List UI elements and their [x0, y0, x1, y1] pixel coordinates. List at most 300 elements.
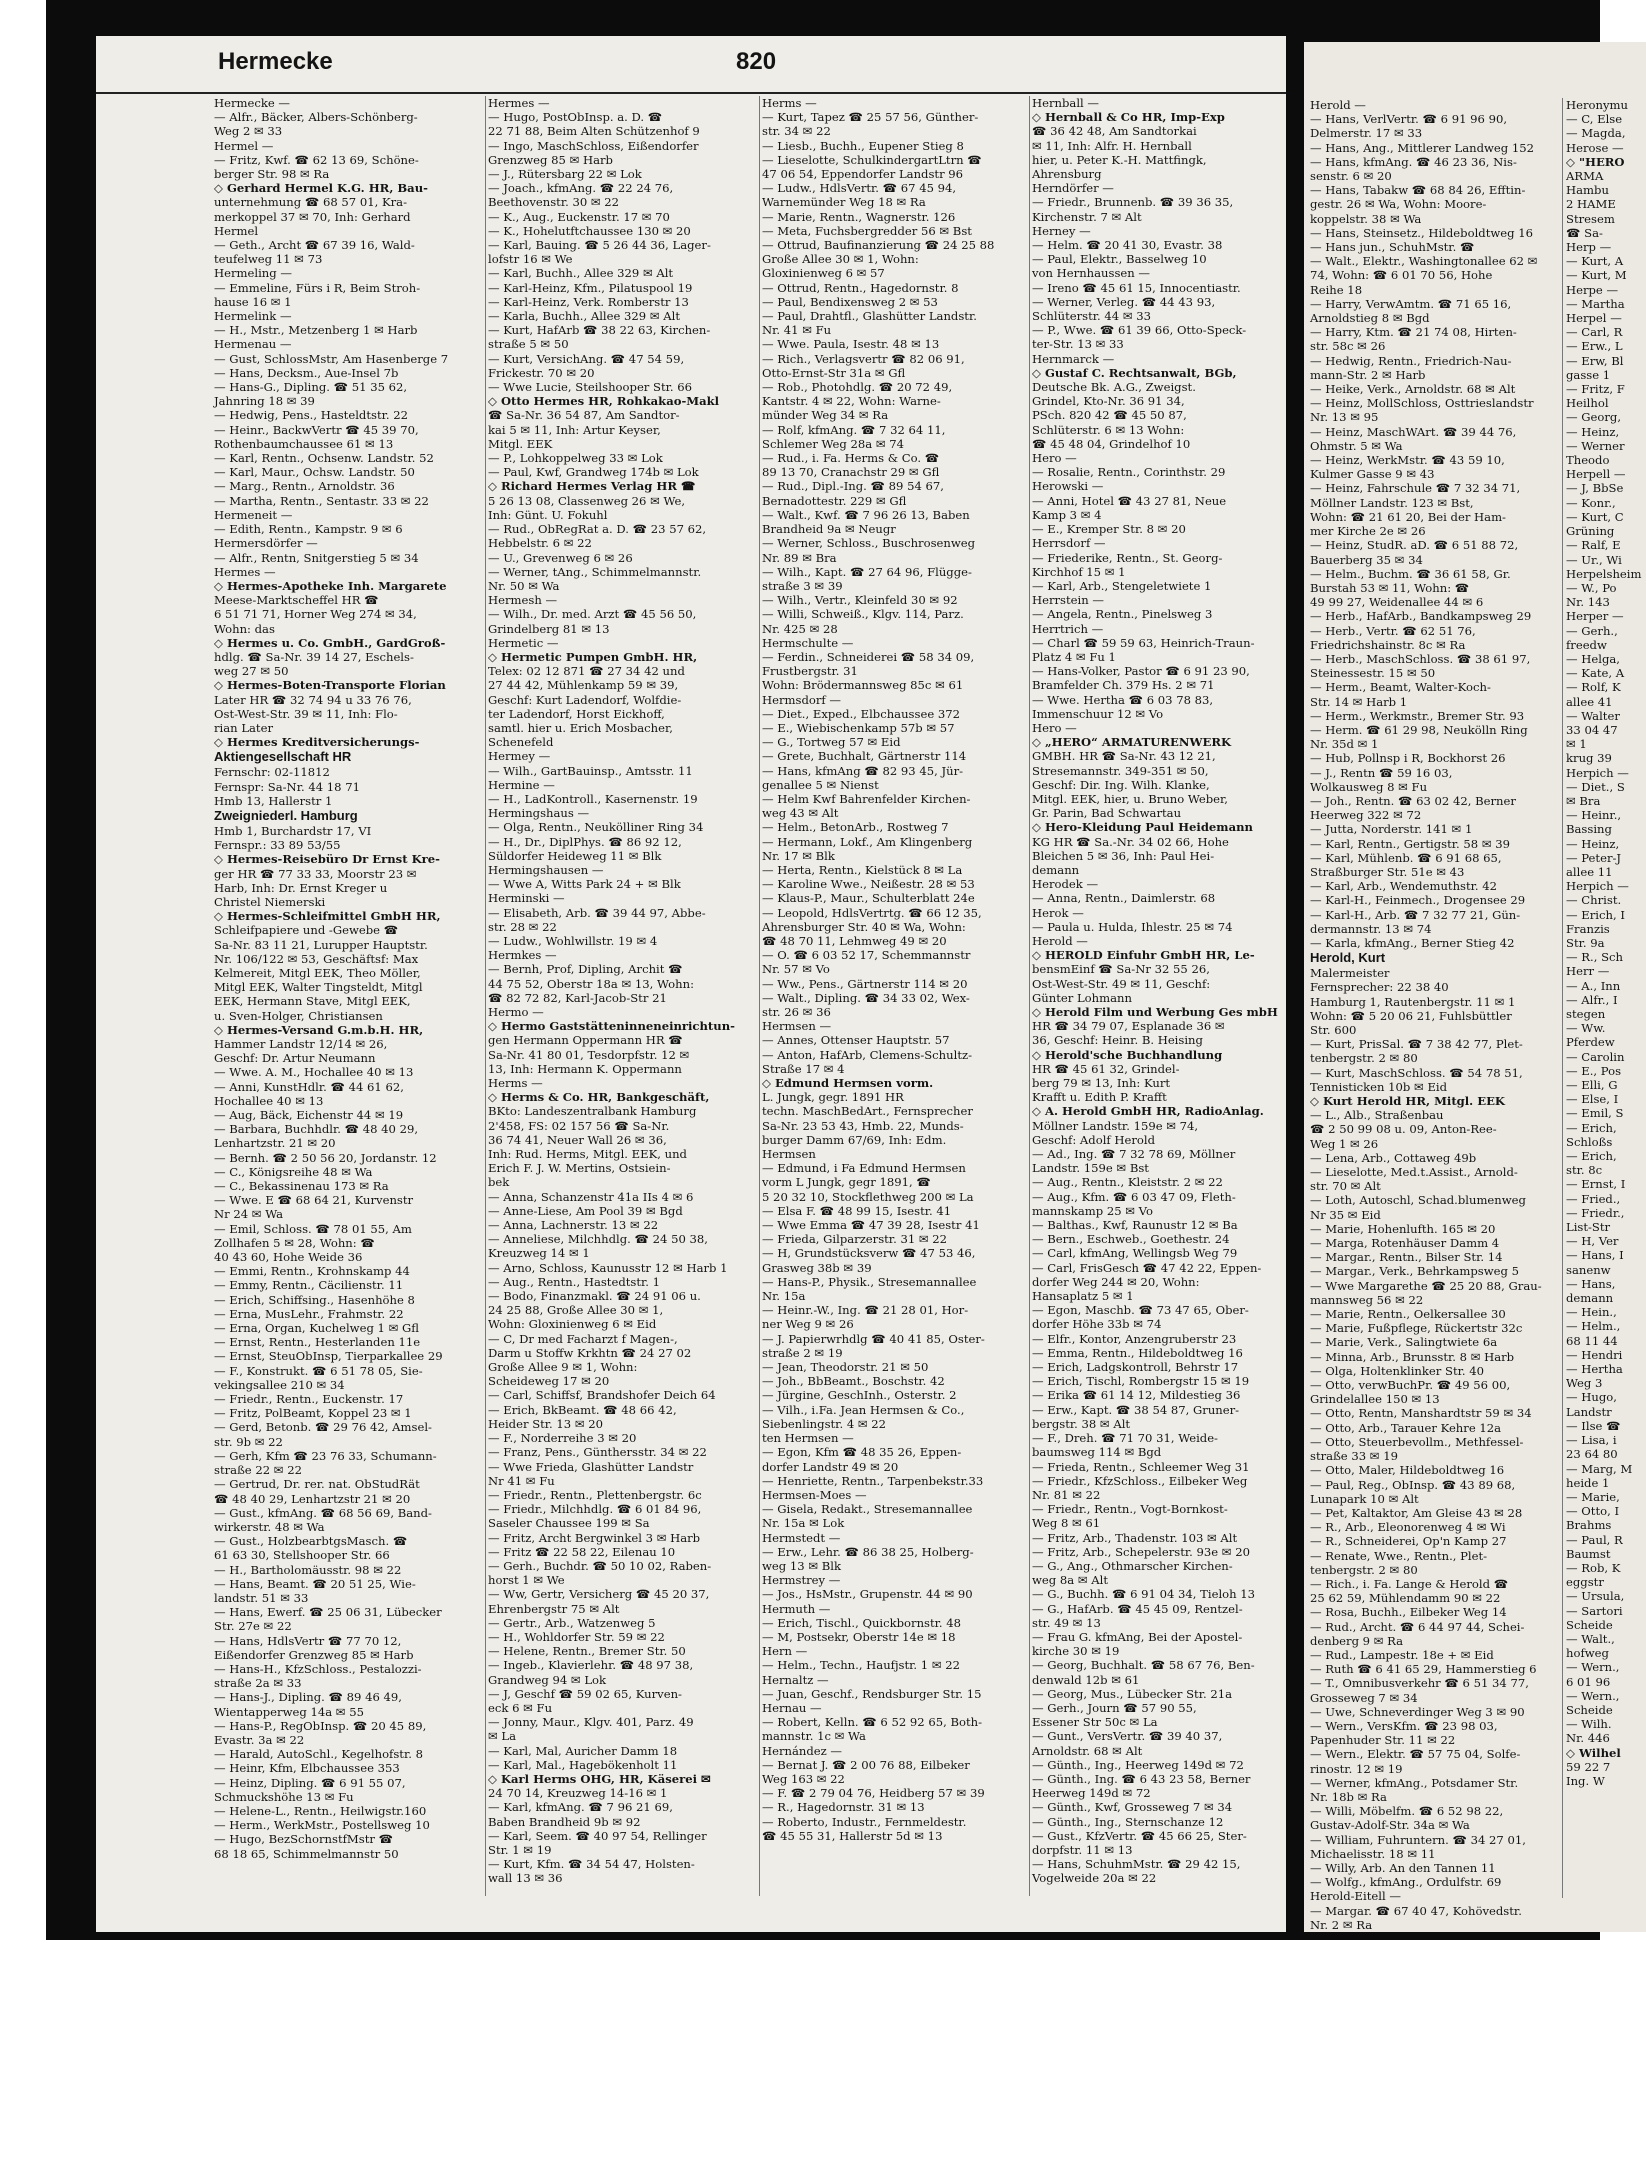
directory-entry-line: — Hendri: [1566, 1347, 1623, 1362]
directory-entry-line: horst 1 ✉ We: [488, 1573, 565, 1588]
directory-entry-line: — M, Postsekr, Oberstr 14e ✉ 18: [762, 1629, 956, 1644]
directory-entry-line: Kirchhof 15 ✉ 1: [1032, 564, 1126, 579]
directory-entry-line: Weg 8 ✉ 61: [1032, 1516, 1101, 1531]
directory-entry-line: — Hans, Beamt. ☎ 20 51 25, Wie-: [214, 1576, 416, 1591]
directory-entry-line: — Anna, Lachnerstr. 13 ✉ 22: [488, 1218, 659, 1233]
directory-entry-line: Schleifpapiere und -Gewebe ☎: [214, 923, 399, 938]
directory-entry-line: Kreuzweg 14 ✉ 1: [488, 1246, 590, 1261]
directory-entry-line: — Gust., KfzVertr. ☎ 45 66 25, Ster-: [1032, 1828, 1247, 1843]
directory-entry-line: — Hans jun., SchuhMstr. ☎: [1310, 240, 1475, 255]
directory-entry-line: — Emmeline, Fürs i R, Beim Stroh-: [214, 280, 421, 295]
directory-entry-line: — Emil, Schloss. ☎ 78 01 55, Am: [214, 1221, 412, 1236]
directory-entry-line: — Otto, verwBuchPr. ☎ 49 56 00,: [1310, 1378, 1511, 1393]
directory-entry-line: Hermecke —: [214, 96, 291, 110]
directory-entry-line: Herold —: [1310, 98, 1366, 112]
directory-entry-line: ☎ Sa-: [1566, 225, 1603, 240]
directory-entry-line: 5 20 32 10, Stockflethweg 200 ✉ La: [762, 1189, 974, 1204]
directory-entry-line: — Werner, Verleg. ☎ 44 43 93,: [1032, 294, 1216, 309]
directory-entry-line: — Wern.,: [1566, 1688, 1620, 1703]
directory-entry-line: Nr. 57 ✉ Vo: [762, 962, 830, 977]
directory-entry-line: — Ilse ☎: [1566, 1418, 1621, 1433]
directory-entry-line: ☎ 48 70 11, Lehmweg 49 ✉ 20: [762, 933, 947, 948]
directory-entry-line: — Friedr., Rentn., Euckenstr. 17: [214, 1392, 404, 1407]
directory-entry-line: — Margar. ☎ 67 40 47, Kohövedstr.: [1310, 1903, 1522, 1918]
directory-entry-line: straße 2 ✉ 19: [762, 1345, 843, 1360]
directory-entry-line: Nr. 89 ✉ Bra: [762, 550, 837, 565]
directory-entry-line: — Renate, Wwe., Rentn., Plet-: [1310, 1548, 1488, 1563]
directory-entry-line: Str. 1 ✉ 19: [488, 1842, 552, 1857]
directory-entry-line: ✉ 11, Inh: Alfr. H. Hernball: [1032, 138, 1192, 153]
directory-entry-line: — K., Aug., Euckenstr. 17 ✉ 70: [488, 209, 670, 224]
directory-entry-line: Nr. 106/122 ✉ 53, Geschäftsf: Max: [214, 951, 419, 966]
directory-entry-line: Weg 3: [1566, 1376, 1603, 1391]
directory-entry-line: — Ur., Wi: [1566, 552, 1622, 567]
directory-entry-line: — Franz, Pens., Günthersstr. 34 ✉ 22: [488, 1445, 707, 1460]
directory-entry-line: mann-Str. 2 ✉ Harb: [1310, 367, 1426, 382]
column-divider: [485, 96, 486, 1896]
directory-entry-line: Hern —: [762, 1644, 808, 1659]
directory-entry-line: — P., Lohkoppelweg 33 ✉ Lok: [488, 451, 663, 466]
directory-entry-line: Vogelweide 20a ✉ 22: [1032, 1871, 1157, 1886]
directory-entry-line: kai 5 ✉ 11, Inh: Artur Keyser,: [488, 422, 661, 437]
directory-entry-line: Hermel —: [214, 138, 274, 153]
directory-entry-line: ger HR ☎ 77 33 33, Moorstr 23 ✉: [214, 866, 417, 881]
directory-entry-line: Straßburger Str. 51e ✉ 43: [1310, 864, 1465, 879]
directory-entry-line: Große Allee 9 ✉ 1, Wohn:: [488, 1360, 638, 1375]
directory-entry-line: Hermes —: [214, 564, 276, 579]
directory-entry-line: techn. MaschBedArt., Fernsprecher: [762, 1104, 973, 1119]
directory-entry-line: — Otto, Rentn, Manshardtstr 59 ✉ 34: [1310, 1406, 1532, 1421]
directory-entry-line: — Gunt., VersVertr. ☎ 39 40 37,: [1032, 1729, 1223, 1744]
directory-entry-line: Evastr. 3a ✉ 22: [214, 1732, 305, 1747]
directory-entry-line: kirche 30 ✉ 19: [1032, 1644, 1120, 1659]
directory-entry-line: — Elisabeth, Arb. ☎ 39 44 97, Abbe-: [488, 905, 706, 920]
directory-entry-line: dorfer Höhe 33b ✉ 74: [1032, 1317, 1162, 1332]
directory-entry-line: — Diet., S: [1566, 779, 1625, 794]
directory-entry-line: ☎ 2 50 99 08 u. 09, Anton-Ree-: [1310, 1122, 1497, 1137]
directory-entry-line: ten Hermsen —: [762, 1431, 854, 1446]
directory-entry-line: — Rolf, K: [1566, 680, 1621, 695]
directory-entry-line: Nr. 18b ✉ Ra: [1310, 1789, 1387, 1804]
directory-entry-line: — Klaus-P., Maur., Schulterblatt 24e: [762, 891, 975, 906]
directory-entry-line: Hmb 13, Hallerstr 1: [214, 793, 333, 808]
directory-entry-line: mer Kirche 2e ✉ 26: [1310, 524, 1426, 539]
directory-entry-line: mannstr. 1c ✉ Wa: [762, 1729, 866, 1744]
directory-entry-line: — Rosa, Buchh., Eilbeker Weg 14: [1310, 1605, 1507, 1620]
directory-entry-line: rinostr. 12 ✉ 19: [1310, 1761, 1403, 1776]
directory-entry-line: — Walt.,: [1566, 1631, 1615, 1646]
directory-entry-line: — Fritz ☎ 22 58 22, Eilenau 10: [488, 1544, 676, 1559]
directory-entry-line: — F., Konstrukt. ☎ 6 51 78 05, Sie-: [214, 1363, 423, 1378]
directory-entry-line: — Gertr., Arb., Watzenweg 5: [488, 1615, 656, 1630]
directory-entry-line: — A., Inn: [1566, 978, 1621, 993]
directory-entry-line: — Paula u. Hulda, Ihlestr. 25 ✉ 74: [1032, 919, 1233, 934]
directory-entry-line: 6 01 96: [1566, 1674, 1611, 1689]
directory-entry-line: — Aug., Rentn., Kleiststr. 2 ✉ 22: [1032, 1175, 1223, 1190]
directory-entry-line: Hermsen —: [762, 1019, 832, 1034]
directory-entry-line: Platz 4 ✉ Fu 1: [1032, 649, 1116, 664]
directory-entry-line: — Erich, Tischl., Quickbornstr. 48: [762, 1615, 962, 1630]
directory-entry-line: Malermeister: [1310, 966, 1390, 981]
directory-entry-line: weg 27 ✉ 50: [214, 664, 289, 679]
directory-entry-line: — Wwe Margarethe ☎ 25 20 88, Grau-: [1310, 1278, 1542, 1293]
directory-entry-line: — Rud., ObRegRat a. D. ☎ 23 57 62,: [488, 522, 707, 537]
directory-entry-line: — Anneliese, Milchhdlg. ☎ 24 50 38,: [488, 1232, 708, 1247]
directory-entry-line: — Loth, Autoschl, Schad.blumenweg: [1310, 1193, 1526, 1208]
directory-entry-line: hdlg. ☎ Sa-Nr. 39 14 27, Eschels-: [214, 649, 414, 664]
directory-entry-line: — Wwe Frieda, Glashütter Landstr: [488, 1459, 694, 1474]
directory-entry-line: — Heinz, Dipling. ☎ 6 91 55 07,: [214, 1775, 406, 1790]
directory-entry-line: ◇ Hermo Gaststätteninneneinrichtun-: [488, 1019, 735, 1034]
directory-entry-line: Kamp 3 ✉ 4: [1032, 507, 1102, 522]
directory-entry-line: — J, Geschf ☎ 59 02 65, Kurven-: [488, 1686, 682, 1701]
directory-entry-line: — Frieda, Rentn., Schleemer Weg 31: [1032, 1459, 1250, 1474]
directory-entry-line: Hermuth —: [762, 1601, 831, 1616]
directory-entry-line: Grindel, Kto-Nr. 36 91 34,: [1032, 394, 1185, 409]
directory-entry-line: EEK, Hermann Stave, Mitgl EEK,: [214, 994, 411, 1009]
directory-entry-line: — Jonny, Maur., Klgv. 401, Parz. 49: [488, 1715, 694, 1730]
directory-entry-line: — Wwe. E ☎ 68 64 21, Kurvenstr: [214, 1193, 414, 1208]
directory-entry-line: — Henriette, Rentn., Tarpenbekstr.33: [762, 1473, 984, 1488]
directory-entry-line: — Rud., Dipl.-Ing. ☎ 89 54 67,: [762, 479, 944, 494]
directory-entry-line: str. 28 ✉ 22: [488, 919, 557, 934]
directory-entry-line: Heerweg 322 ✉ 72: [1310, 808, 1422, 823]
directory-entry-line: — Georg, Mus., Lübecker Str. 21a: [1032, 1686, 1233, 1701]
directory-entry-line: berg 79 ✉ 13, Inh: Kurt: [1032, 1076, 1171, 1091]
directory-entry-line: — Ingo, MaschSchloss, Eißendorfer: [488, 138, 699, 153]
directory-entry-line: — Walt., Kwf. ☎ 7 96 26 13, Baben: [762, 507, 970, 522]
directory-entry-line: — Erich, BkBeamt. ☎ 48 66 42,: [488, 1402, 677, 1417]
page-header: [96, 36, 1286, 94]
directory-entry-line: Heerweg 149d ✉ 72: [1032, 1786, 1151, 1801]
directory-entry-line: — Friedr., Milchhdlg. ☎ 6 01 84 96,: [488, 1502, 702, 1517]
directory-entry-line: Later HR ☎ 32 74 94 u 33 76 76,: [214, 692, 412, 707]
directory-entry-line: — R., Schneiderei, Op'n Kamp 27: [1310, 1534, 1507, 1549]
directory-entry-line: — Ottrud, Baufinanzierung ☎ 24 25 88: [762, 238, 995, 253]
directory-entry-line: ner Weg 9 ✉ 26: [762, 1317, 854, 1332]
directory-entry-line: — Gust., HolzbearbtgsMasch. ☎: [214, 1534, 408, 1549]
directory-entry-line: Hero —: [1032, 451, 1077, 466]
directory-entry-line: — Werner, Schloss., Buschrosenweg: [762, 536, 976, 551]
directory-entry-line: — Heinz, MollSchloss, Osttrieslandstr: [1310, 396, 1534, 411]
directory-entry-line: landstr. 51 ✉ 33: [214, 1590, 309, 1605]
directory-entry-line: — Herm. ☎ 61 29 98, Neukölln Ring: [1310, 722, 1528, 737]
directory-entry-line: Grandweg 94 ✉ Lok: [488, 1672, 607, 1687]
directory-entry-line: — Egon, Kfm ☎ 48 35 26, Eppen-: [762, 1445, 962, 1460]
directory-entry-line: Krafft u. Edith P. Krafft: [1032, 1090, 1167, 1105]
directory-entry-line: — Rud., Archt. ☎ 6 44 97 44, Schei-: [1310, 1619, 1525, 1634]
directory-entry-line: Schlüterstr. 6 ✉ 13 Wohn:: [1032, 422, 1185, 437]
directory-entry-line: teufelweg 11 ✉ 73: [214, 252, 323, 267]
directory-entry-line: Günter Lohmann: [1032, 990, 1132, 1005]
directory-entry-line: — Christ.: [1566, 893, 1622, 908]
directory-entry-line: — T., Omnibusverkehr ☎ 6 51 34 77,: [1310, 1676, 1529, 1691]
directory-entry-line: — Herm., WerkMstr., Postellsweg 10: [214, 1818, 430, 1833]
directory-entry-line: — Fried.,: [1566, 1191, 1621, 1206]
directory-entry-line: — H, Ver: [1566, 1234, 1619, 1249]
directory-entry-line: Hermstedt —: [762, 1530, 841, 1545]
directory-entry-line: dermannstr. 13 ✉ 74: [1310, 921, 1432, 936]
directory-entry-line: — Egon, Maschb. ☎ 73 47 65, Ober-: [1032, 1303, 1249, 1318]
directory-entry-line: Grindelallee 150 ✉ 13: [1310, 1392, 1440, 1407]
directory-entry-line: — Hedwig, Rentn., Friedrich-Nau-: [1310, 353, 1512, 368]
directory-entry-line: Herp —: [1566, 240, 1612, 255]
directory-entry-line: ☎ 45 48 04, Grindelhof 10: [1032, 436, 1191, 451]
directory-entry-line: ☎ 36 42 48, Am Sandtorkai: [1032, 124, 1197, 139]
directory-entry-line: ✉ Bra: [1566, 793, 1601, 808]
directory-entry-line: Wolkausweg 8 ✉ Fu: [1310, 779, 1428, 794]
directory-entry-line: Tennisticken 10b ✉ Eid: [1310, 1079, 1448, 1094]
directory-entry-line: hier, u. Peter K.-H. Mattfingk,: [1032, 152, 1207, 167]
directory-entry-line: — Heinz, StudR. aD. ☎ 6 51 88 72,: [1310, 538, 1519, 553]
directory-entry-line: Hamburg 1, Rautenbergstr. 11 ✉ 1: [1310, 994, 1516, 1009]
directory-entry-line: — Frieda, Gilparzerstr. 31 ✉ 22: [762, 1232, 948, 1247]
directory-entry-line: Beethovenstr. 30 ✉ 22: [488, 195, 620, 210]
directory-entry-line: dorfer Weg 244 ✉ 20, Wohn:: [1032, 1274, 1200, 1289]
directory-entry-line: Hmb 1, Burchardstr 17, VI: [214, 823, 372, 838]
directory-entry-line: — Kurt, Tapez ☎ 25 57 56, Günther-: [762, 110, 979, 125]
directory-entry-line: Gr. Parin, Bad Schwartau: [1032, 806, 1182, 821]
directory-entry-line: ◇ Hero-Kleidung Paul Heidemann: [1032, 820, 1253, 835]
directory-entry-line: u. Sven-Holger, Christiansen: [214, 1008, 383, 1023]
directory-entry-line: — Carl, R: [1566, 325, 1623, 340]
directory-entry-line: — Helm., Buchm. ☎ 36 61 58, Gr.: [1310, 566, 1511, 581]
directory-entry-line: Wohn: Brödermannsweg 85c ✉ 61: [762, 678, 964, 693]
directory-entry-line: — Margar., Rentn., Bilser Str. 14: [1310, 1250, 1503, 1265]
directory-entry-line: Lunapark 10 ✉ Alt: [1310, 1491, 1419, 1506]
directory-entry-line: Nr. 41 ✉ Fu: [762, 323, 832, 338]
directory-entry-line: — Gerd, Betonb. ☎ 29 76 42, Amsel-: [214, 1420, 432, 1435]
directory-entry-line: — C, Dr med Facharzt f Magen-,: [488, 1331, 678, 1346]
directory-entry-line: — Hugo,: [1566, 1390, 1617, 1405]
directory-entry-line: — Harald, AutoSchl., Kegelhofstr. 8: [214, 1747, 423, 1762]
directory-entry-line: Hernández —: [762, 1743, 843, 1758]
directory-entry-line: Grüning: [1566, 524, 1615, 539]
directory-entry-line: 25 62 59, Mühlendamm 90 ✉ 22: [1310, 1591, 1501, 1606]
directory-entry-line: — Karl-H., Feinmech., Drogensee 29: [1310, 893, 1526, 908]
directory-entry-line: Ohmstr. 5 ✉ Wa: [1310, 438, 1403, 453]
directory-entry-line: — Helene-L., Rentn., Heilwigstr.160: [214, 1803, 427, 1818]
directory-entry-line: tenbergstr. 2 ✉ 80: [1310, 1051, 1418, 1066]
directory-entry-line: — J., Rentn ☎ 59 16 03,: [1310, 765, 1453, 780]
directory-entry-line: — O. ☎ 6 03 52 17, Schemmannstr: [762, 948, 971, 963]
directory-entry-line: Herrstein —: [1032, 593, 1104, 608]
directory-entry-line: — G., HafArb. ☎ 45 45 09, Rentzel-: [1032, 1601, 1243, 1616]
directory-entry-line: Hero —: [1032, 720, 1077, 735]
directory-entry-line: GMBH. HR ☎ Sa-Nr. 43 12 21,: [1032, 749, 1216, 764]
directory-entry-line: ☎ 48 40 29, Lenhartzstr 21 ✉ 20: [214, 1491, 411, 1506]
directory-entry-line: Schlemer Weg 28a ✉ 74: [762, 436, 904, 451]
directory-entry-line: 74, Wohn: ☎ 6 01 70 56, Hohe: [1310, 268, 1493, 283]
directory-entry-line: — Wwe A, Witts Park 24 + ✉ Blk: [488, 877, 681, 892]
directory-entry-line: Geschf: Adolf Herold: [1032, 1132, 1155, 1147]
directory-entry-line: — Herb., HafArb., Bandkampsweg 29: [1310, 609, 1532, 624]
directory-entry-line: — Paul, Bendixensweg 2 ✉ 53: [762, 294, 938, 309]
directory-entry-line: — Friedr.,: [1566, 1205, 1625, 1220]
directory-entry-line: — Erich, Tischl, Rombergstr 15 ✉ 19: [1032, 1374, 1250, 1389]
directory-entry-line: Herok —: [1032, 905, 1084, 920]
directory-entry-line: — Robert, Kelln. ☎ 6 52 92 65, Both-: [762, 1715, 983, 1730]
directory-entry-line: Schlüterstr. 44 ✉ 33: [1032, 309, 1151, 324]
directory-entry-line: von Hernhaussen —: [1032, 266, 1151, 281]
directory-entry-line: Herpich —: [1566, 879, 1629, 894]
column-f: [1566, 98, 1646, 1924]
directory-entry-line: 36 74 41, Neuer Wall 26 ✉ 36,: [488, 1132, 667, 1147]
directory-entry-line: Herndörfer —: [1032, 181, 1114, 196]
directory-entry-line: — Anna, Schanzenstr 41a IIs 4 ✉ 6: [488, 1189, 694, 1204]
directory-entry-line: Heilhol: [1566, 396, 1609, 411]
directory-entry-line: demann: [1032, 862, 1080, 877]
directory-entry-line: ☎ Sa-Nr. 36 54 87, Am Sandtor-: [488, 408, 680, 423]
directory-entry-line: Sa-Nr. 23 53 43, Hmb. 22, Munds-: [762, 1118, 964, 1133]
directory-entry-line: — Martha: [1566, 296, 1625, 311]
directory-entry-line: — Walter: [1566, 708, 1620, 723]
column-e: [1310, 98, 1560, 1932]
directory-entry-line: — Hub, Pollnsp i R, Bockhorst 26: [1310, 751, 1506, 766]
directory-entry-line: ◇ Herold'sche Buchhandlung: [1032, 1047, 1223, 1062]
directory-entry-line: Str. 27e ✉ 22: [214, 1619, 292, 1634]
directory-entry-line: Herr —: [1566, 964, 1610, 979]
directory-entry-line: Hermingshaus —: [488, 806, 590, 821]
directory-entry-line: — Heinr.-W., Ing. ☎ 21 28 01, Hor-: [762, 1303, 969, 1318]
directory-entry-line: — Harry, VerwAmtm. ☎ 71 65 16,: [1310, 296, 1512, 311]
directory-entry-line: 59 22 7: [1566, 1759, 1611, 1774]
directory-entry-line: — Gust, SchlossMstr, Am Hasenberge 7: [214, 351, 449, 366]
directory-entry-line: — Ww.: [1566, 1021, 1606, 1036]
directory-entry-line: — Balthas., Kwf, Raunustr 12 ✉ Ba: [1032, 1218, 1238, 1233]
directory-entry-line: — Günth., Ing. ☎ 6 43 23 58, Berner: [1032, 1771, 1251, 1786]
directory-entry-line: Straße 17 ✉ 4: [762, 1061, 845, 1076]
directory-entry-line: — Erich,: [1566, 1149, 1617, 1164]
directory-entry-line: heide 1: [1566, 1475, 1610, 1490]
directory-entry-line: Hermetic —: [488, 635, 559, 650]
directory-entry-line: — Aug., Rentn., Hastedtstr. 1: [488, 1274, 661, 1289]
directory-entry-line: — Hans, Tabakw ☎ 68 84 26, Efftin-: [1310, 183, 1526, 198]
directory-entry-line: ter-Str. 13 ✉ 33: [1032, 337, 1124, 352]
directory-entry-line: Nr. 35d ✉ 1: [1310, 737, 1379, 752]
directory-entry-line: — G., Ang., Othmarscher Kirchen-: [1032, 1558, 1233, 1573]
directory-entry-line: str. 34 ✉ 22: [762, 124, 831, 139]
directory-entry-line: — J., Rütersbarg 22 ✉ Lok: [488, 167, 642, 182]
directory-entry-line: — Erich, Schiffsing., Hasenhöhe 8: [214, 1292, 415, 1307]
directory-entry-line: — Hans, Ewerf. ☎ 25 06 31, Lübecker: [214, 1605, 442, 1620]
directory-entry-line: — Hans-H., KfzSchloss., Pestalozzi-: [214, 1661, 422, 1676]
directory-entry-line: wirkerstr. 48 ✉ Wa: [214, 1519, 325, 1534]
directory-entry-line: — Gertrud, Dr. rer. nat. ObStudRät: [214, 1477, 420, 1492]
directory-entry-line: — K., Hohelutftchaussee 130 ✉ 20: [488, 223, 691, 238]
directory-entry-line: Scheide: [1566, 1617, 1613, 1632]
directory-entry-line: — Heinr., BackwVertr ☎ 45 39 70,: [214, 422, 419, 437]
directory-entry-line: — Bernh, Prof, Dipling, Archit ☎: [488, 962, 683, 977]
directory-entry-line: — Minna, Arb., Brunsstr. 8 ✉ Harb: [1310, 1349, 1515, 1364]
directory-entry-line: — Juan, Geschf., Rendsburger Str. 15: [762, 1686, 982, 1701]
directory-entry-line: — Wwe. Hertha ☎ 6 03 78 83,: [1032, 692, 1214, 707]
directory-entry-line: — L., Alb., Straßenbau: [1310, 1108, 1444, 1123]
directory-entry-line: Hansaplatz 5 ✉ 1: [1032, 1289, 1134, 1304]
directory-entry-line: 40 43 60, Hohe Weide 36: [214, 1250, 363, 1265]
directory-page-next: [1304, 42, 1646, 1932]
directory-entry-line: — Wolfg., kfmAng., Ordulfstr. 69: [1310, 1875, 1502, 1890]
directory-entry-line: Gloxinienweg 6 ✉ 57: [762, 266, 885, 281]
directory-entry-line: — Erich,: [1566, 1120, 1617, 1135]
directory-entry-line: 49 99 27, Weidenallee 44 ✉ 6: [1310, 595, 1484, 610]
directory-entry-line: — Georg, Buchhalt. ☎ 58 67 76, Ben-: [1032, 1658, 1255, 1673]
directory-entry-line: — Marie, Hohenlufth. 165 ✉ 20: [1310, 1221, 1496, 1236]
directory-entry-line: Bassing: [1566, 822, 1612, 837]
directory-entry-line: — Harry, Ktm. ☎ 21 74 08, Hirten-: [1310, 325, 1517, 340]
directory-entry-line: Inh: Günt. U. Fokuhl: [488, 507, 608, 522]
directory-entry-line: Hermo —: [488, 1005, 544, 1019]
directory-entry-line: — Anna, Rentn., Daimlerstr. 68: [1032, 891, 1216, 906]
directory-entry-line: vorm L Jungk, gegr 1891, ☎: [762, 1175, 931, 1190]
directory-entry-line: — Wwe Lucie, Steilshooper Str. 66: [488, 380, 693, 395]
directory-entry-line: 24 70 14, Kreuzweg 14-16 ✉ 1: [488, 1786, 668, 1801]
directory-entry-line: Baumst: [1566, 1546, 1611, 1561]
directory-entry-line: — Carl, FrisGesch ☎ 47 42 22, Eppen-: [1032, 1260, 1262, 1275]
directory-entry-line: Große Allee 30 ✉ 1, Wohn:: [762, 252, 919, 267]
directory-entry-line: 5 26 13 08, Classenweg 26 ✉ We,: [488, 493, 686, 508]
page-header-name: Hermecke: [218, 48, 333, 75]
directory-entry-line: — Rosalie, Rentn., Corinthstr. 29: [1032, 465, 1226, 480]
directory-entry-line: Kantstr. 4 ✉ 22, Wohn: Warne-: [762, 394, 941, 409]
directory-entry-line: Fernspr: Sa-Nr. 44 18 71: [214, 779, 360, 794]
directory-entry-line: — Frau G. kfmAng, Bei der Apostel-: [1032, 1629, 1243, 1644]
directory-entry-line: — Annes, Ottenser Hauptstr. 57: [762, 1033, 950, 1048]
directory-entry-line: Mitgl EEK, Walter Tingsteldt, Mitgl: [214, 980, 423, 995]
directory-entry-line: Herold, Kurt: [1310, 950, 1386, 966]
directory-entry-line: — Emil, S: [1566, 1106, 1624, 1121]
directory-entry-line: 47 06 54, Eppendorfer Landstr 96: [762, 167, 964, 182]
directory-entry-line: — Ludw., Wohlwillstr. 19 ✉ 4: [488, 933, 658, 948]
directory-entry-line: — H., Wohldorfer Str. 59 ✉ 22: [488, 1629, 665, 1644]
directory-entry-line: — Elsa F. ☎ 48 99 15, Isestr. 41: [762, 1203, 952, 1218]
directory-entry-line: ◇ Kurt Herold HR, Mitgl. EEK: [1310, 1094, 1506, 1109]
directory-entry-line: — Erna, Organ, Kuchelweg 1 ✉ Gfl: [214, 1321, 420, 1336]
directory-entry-line: — Ww, Gertr, Versicherg ☎ 45 20 37,: [488, 1587, 710, 1602]
directory-entry-line: — Wilh., Dr. med. Arzt ☎ 45 56 50,: [488, 607, 697, 622]
directory-entry-line: — Walt., Dipling. ☎ 34 33 02, Wex-: [762, 990, 970, 1005]
directory-entry-line: — Erika ☎ 61 14 12, Mildestieg 36: [1032, 1388, 1241, 1403]
directory-entry-line: — Aug., Kfm. ☎ 6 03 47 09, Fleth-: [1032, 1189, 1236, 1204]
directory-entry-line: Nr. 15a: [762, 1289, 806, 1304]
directory-entry-line: 27 44 42, Mühlenkamp 59 ✉ 39,: [488, 678, 679, 693]
directory-entry-line: gasse 1: [1566, 367, 1611, 382]
directory-entry-line: — Hans, Ang., Mittlerer Landweg 152: [1310, 140, 1535, 155]
directory-entry-line: Str. 14 ✉ Harb 1: [1310, 694, 1408, 709]
directory-entry-line: — J. Papierwrhdlg ☎ 40 41 85, Oster-: [762, 1331, 985, 1346]
directory-entry-line: 44 75 52, Oberstr 18a ✉ 13, Wohn:: [488, 976, 694, 991]
directory-entry-line: Inh: Rud. Herms, Mitgl. EEK, und: [488, 1147, 687, 1162]
directory-entry-line: — Olga, Rentn., Neukölliner Ring 34: [488, 820, 704, 835]
directory-entry-line: — Kurt, MaschSchloss. ☎ 54 78 51,: [1310, 1065, 1523, 1080]
directory-entry-line: — E., Wiebischenkamp 57b ✉ 57: [762, 720, 955, 735]
directory-entry-line: — C, Else: [1566, 112, 1623, 127]
directory-entry-line: — Hans, SchuhmMstr. ☎ 29 42 15,: [1032, 1857, 1241, 1872]
directory-entry-line: — Fritz, Arb., Schepelerstr. 93e ✉ 20: [1032, 1544, 1250, 1559]
directory-entry-line: ◇ Herold Film und Werbung Ges mbH: [1032, 1005, 1278, 1019]
directory-entry-line: — Rob., Photohdlg. ☎ 20 72 49,: [762, 380, 953, 395]
column-divider: [759, 96, 760, 1896]
directory-entry-line: — Erich, Ladgskontroll, Behrstr 17: [1032, 1360, 1239, 1375]
directory-entry-line: — Erw, Bl: [1566, 353, 1624, 368]
directory-entry-line: — Rud., i. Fa. Herms & Co. ☎: [762, 451, 940, 466]
directory-entry-line: — Helm.,: [1566, 1319, 1621, 1334]
directory-entry-line: 89 13 70, Cranachstr 29 ✉ Gfl: [762, 465, 940, 480]
directory-entry-line: — Heinr, Kfm, Elbchaussee 353: [214, 1761, 400, 1776]
directory-entry-line: 68 11 44: [1566, 1333, 1618, 1348]
directory-entry-line: 24 25 88, Große Allee 30 ✉ 1,: [488, 1303, 664, 1318]
directory-entry-line: krug 39: [1566, 751, 1612, 766]
